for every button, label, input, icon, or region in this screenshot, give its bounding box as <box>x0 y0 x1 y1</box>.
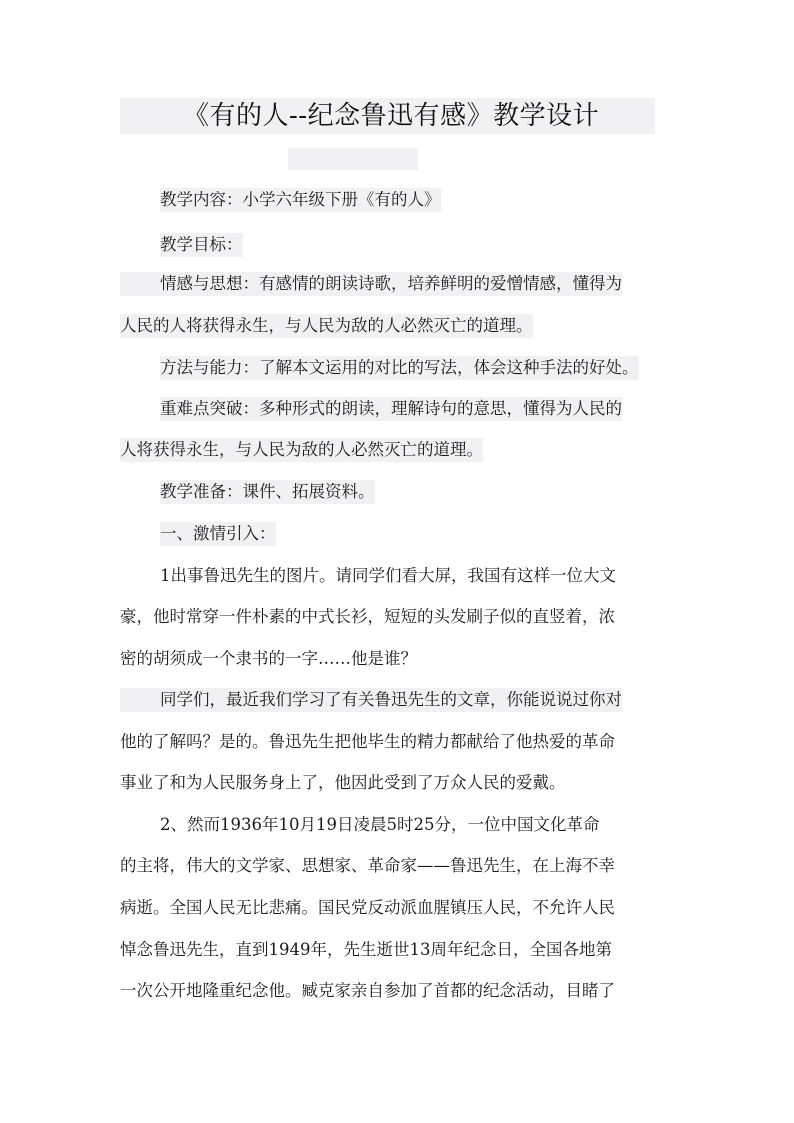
text-line: 重难点突破：多种形式的朗读，理解诗句的意思，懂得为人民的 <box>160 397 622 421</box>
text-line: 人民的人将获得永生，与人民为敌的人必然灭亡的道理。 <box>120 314 533 338</box>
text-line: 一、激情引入： <box>160 522 276 546</box>
text-line: 方法与能力：了解本文运用的对比的写法，体会这种手法的好处。 <box>160 356 639 380</box>
text-line: 情感与思想：有感情的朗读诗歌，培养鲜明的爱憎情感，懂得为 <box>120 272 622 296</box>
document-title: 《有的人--纪念鲁迅有感》教学设计 <box>183 101 600 131</box>
text-line: 他的了解吗？是的。鲁迅先生把他毕生的精力都献给了他热爱的革命 <box>120 732 615 751</box>
title-subline-highlight <box>288 148 418 170</box>
text-line: 1出事鲁迅先生的图片。请同学们看大屏，我国有这样一位大文 <box>160 566 616 585</box>
text-line: 教学准备：课件、拓展资料。 <box>160 480 375 504</box>
text-line: 豪，他时常穿一件朴素的中式长衫，短短的头发刷子似的直竖着，浓 <box>120 607 615 626</box>
text-line: 同学们，最近我们学习了有关鲁迅先生的文章，你能说说过你对 <box>120 688 622 712</box>
text-line: 病逝。全国人民无比悲痛。国民党反动派血腥镇压人民，不允许人民 <box>120 898 615 917</box>
text-line: 事业了和为人民服务身上了，他因此受到了万众人民的爱戴。 <box>120 773 566 792</box>
text-line: 教学目标： <box>160 233 243 257</box>
text-line: 的主将，伟大的文学家、思想家、革命家——鲁迅先生，在上海不幸 <box>120 856 615 875</box>
text-line: 2、然而1936年10月19日凌晨5时25分，一位中国文化革命 <box>160 815 600 834</box>
text-line: 人将获得永生，与人民为敌的人必然灭亡的道理。 <box>120 438 483 462</box>
text-line: 一次公开地隆重纪念他。臧克家亲自参加了首都的纪念活动，目睹了 <box>120 981 615 1000</box>
text-line: 悼念鲁迅先生，直到1949年，先生逝世13周年纪念日，全国各地第 <box>120 940 612 959</box>
text-line: 教学内容：小学六年级下册《有的人》 <box>160 188 441 212</box>
text-line: 密的胡须成一个隶书的一字……他是谁？ <box>120 649 417 668</box>
